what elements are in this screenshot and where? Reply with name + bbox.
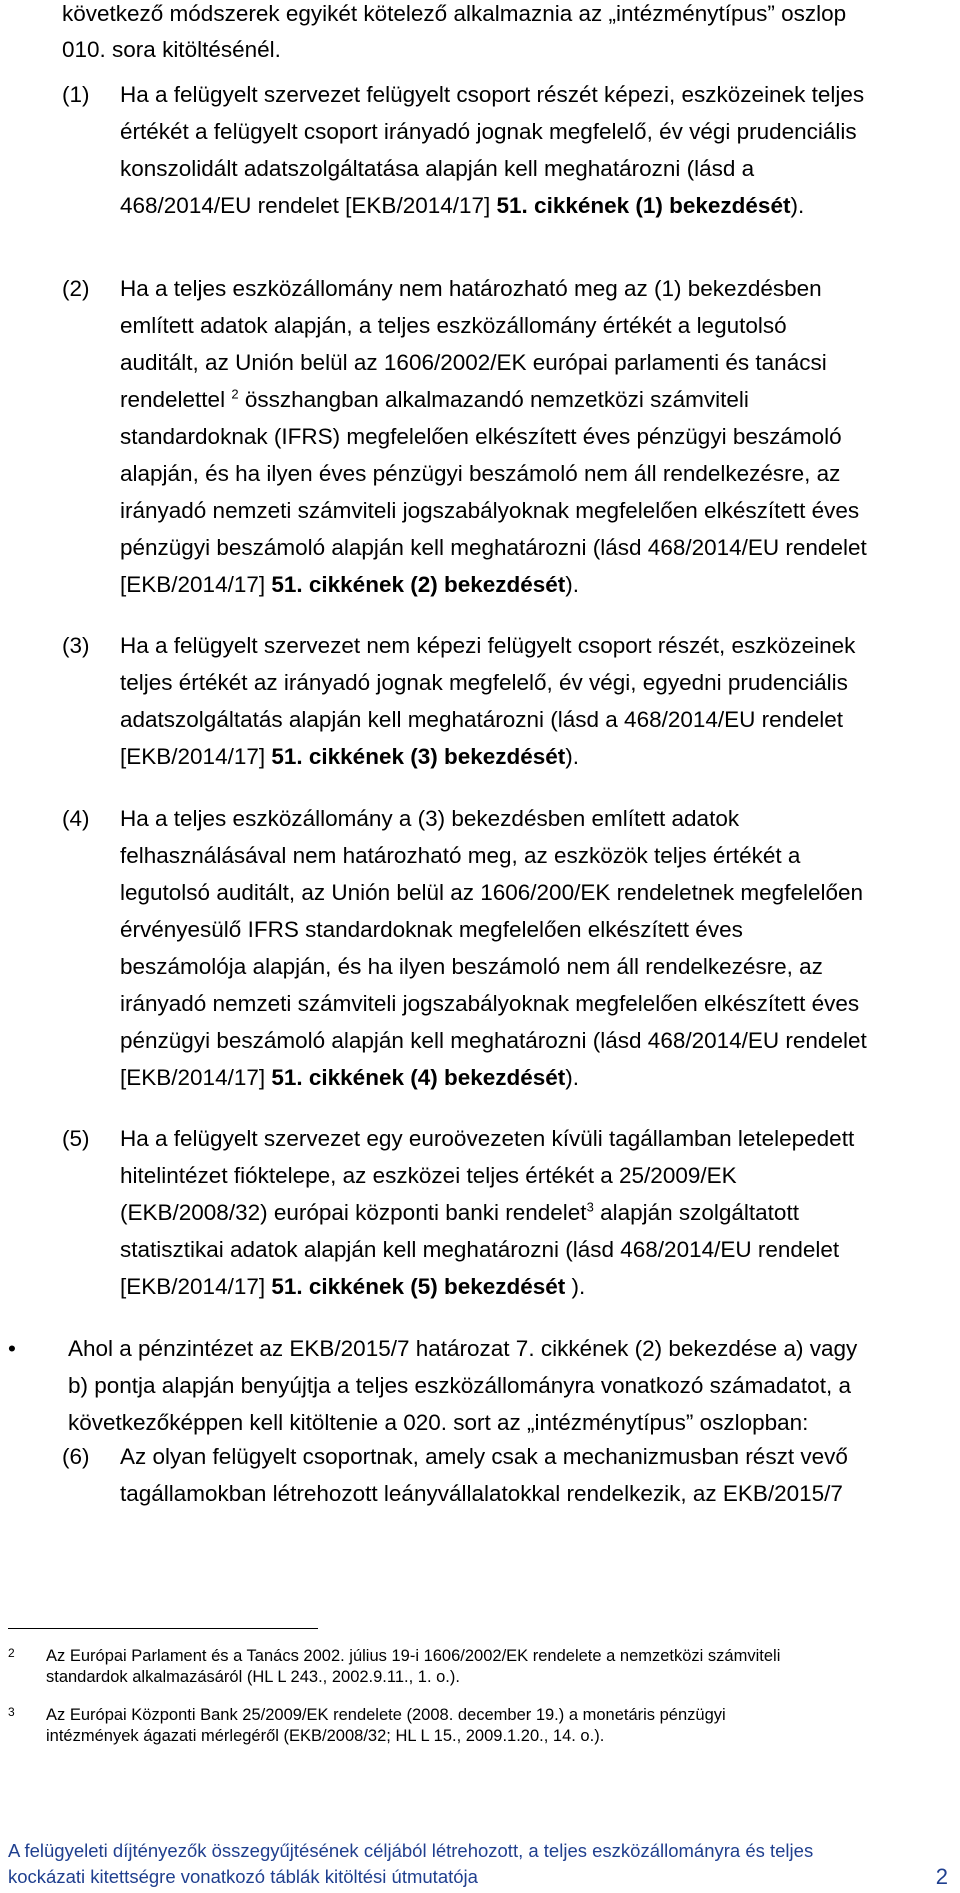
paragraph-number: (5) — [62, 1126, 90, 1151]
bullet-body — [68, 1330, 938, 1441]
page-number: 2 — [935, 1864, 948, 1889]
paragraph-line: felhasználásával nem határozható meg, az eszközök teljes értékét a — [120, 843, 801, 868]
paragraph-line: adatszolgáltatás alapján kell meghatározni (lásd a 468/2014/EU rendelet — [120, 707, 843, 732]
paragraph-line — [120, 738, 940, 775]
paragraph-body — [120, 76, 940, 224]
bullet-line: b) pontja alapján benyújtja a teljes eszközállományra vonatkozó számadatot, a — [68, 1373, 851, 1398]
paragraph-text: [EKB/2014/17] — [120, 1274, 272, 1299]
paragraph-line: beszámolója alapján, és ha ilyen beszámoló nem áll rendelkezésre, az — [120, 954, 823, 979]
paragraph-line: standardoknak (IFRS) megfelelően elkészített éves pénzügyi beszámoló — [120, 424, 842, 449]
footnote-line: intézmények ágazati mérlegéről (EKB/2008/32; HL L 15., 2009.1.20., 14. o.). — [46, 1727, 605, 1745]
footnote-line: Az Európai Központi Bank 25/2009/EK rendelete (2008. december 19.) a monetáris pénzügyi — [46, 1706, 726, 1724]
intro-line: következő módszerek egyikét kötelező alkalmaznia az „intézménytípus” oszlop — [62, 1, 847, 26]
footer-line: kockázati kitettségre vonatkozó táblák kitöltési útmutatója — [8, 1866, 478, 1887]
paragraph-line — [120, 1268, 940, 1305]
paragraph-text: (EKB/2008/32) európai központi banki rendelet — [120, 1200, 587, 1225]
paragraph-line: hitelintézet fióktelepe, az eszközei teljes értékét a 25/2009/EK — [120, 1163, 737, 1188]
paragraph-line — [120, 1194, 940, 1231]
footnote-number: 3 — [8, 1705, 15, 1719]
paragraph-line — [120, 1059, 940, 1096]
paragraph-line — [120, 187, 940, 224]
paragraph-line: érvényesülő IFRS standardoknak megfelelően elkészített éves — [120, 917, 743, 942]
paragraph-line: pénzügyi beszámoló alapján kell meghatározni (lásd 468/2014/EU rendelet — [120, 535, 867, 560]
paragraph-body — [120, 800, 940, 1096]
footer-line: A felügyeleti díjtényezők összegyűjtésének céljából létrehozott, a teljes eszközállományra és teljes — [8, 1840, 814, 1861]
paragraph-text: [EKB/2014/17] — [120, 572, 272, 597]
footnote-divider — [8, 1628, 318, 1629]
bullet-icon: • — [8, 1336, 16, 1361]
paragraph-line: pénzügyi beszámoló alapján kell meghatározni (lásd 468/2014/EU rendelet — [120, 1028, 867, 1053]
bullet-line: Ahol a pénzintézet az EKB/2015/7 határozat 7. cikkének (2) bekezdése a) vagy — [68, 1336, 858, 1361]
intro-text — [62, 0, 942, 68]
paragraph-text: 468/2014/EU rendelet [EKB/2014/17] — [120, 193, 497, 218]
paragraph-text: összhangban alkalmazandó nemzetközi számviteli — [244, 387, 749, 412]
paragraph-line — [120, 381, 940, 418]
paragraph-text: ). — [565, 1065, 580, 1090]
page-footer — [8, 1838, 948, 1890]
paragraph-number: (4) — [62, 806, 90, 831]
footnote-line: standardok alkalmazásáról (HL L 243., 2002.9.11., 1. o.). — [46, 1668, 460, 1686]
paragraph-line: legutolsó auditált, az Unión belül az 1606/200/EK rendeletnek megfelelően — [120, 880, 864, 905]
paragraph-number: (3) — [62, 633, 90, 658]
footnote-body — [46, 1646, 946, 1688]
paragraph-line: Ha a teljes eszközállomány a (3) bekezdésben említett adatok — [120, 806, 740, 831]
paragraph-text: [EKB/2014/17] — [120, 744, 272, 769]
footnote-marker[interactable]: 2 — [231, 386, 239, 402]
paragraph-text: alapján szolgáltatott — [600, 1200, 799, 1225]
paragraph-text: ). — [790, 193, 805, 218]
paragraph-line: alapján, és ha ilyen éves pénzügyi beszámoló nem áll rendelkezésre, az — [120, 461, 841, 486]
paragraph-text: ). — [565, 1274, 586, 1299]
paragraph-number: (2) — [62, 276, 90, 301]
footnote-number: 2 — [8, 1646, 15, 1660]
paragraph-line: Ha a teljes eszközállomány nem határozható meg az (1) bekezdésben — [120, 276, 822, 301]
paragraph-body — [120, 1120, 940, 1305]
paragraph-line: statisztikai adatok alapján kell meghatározni (lásd 468/2014/EU rendelet — [120, 1237, 840, 1262]
paragraph-line — [120, 566, 940, 603]
paragraph-line: Az olyan felügyelt csoportnak, amely csak a mechanizmusban részt vevő — [120, 1444, 848, 1469]
intro-line: 010. sora kitöltésénél. — [62, 37, 281, 62]
paragraph-number: (6) — [62, 1444, 90, 1469]
footnote-marker[interactable]: 3 — [586, 1199, 594, 1215]
paragraph-text: [EKB/2014/17] — [120, 1065, 272, 1090]
paragraph-line: irányadó nemzeti számviteli jogszabályoknak megfelelően elkészített éves — [120, 991, 860, 1016]
paragraph-line: értékét a felügyelt csoport irányadó jognak megfelelő, év végi prudenciális — [120, 119, 857, 144]
paragraph-text: ). — [565, 744, 580, 769]
article-reference: 51. cikkének (1) bekezdését — [496, 193, 791, 218]
paragraph-line: Ha a felügyelt szervezet nem képezi felügyelt csoport részét, eszközeinek — [120, 633, 856, 658]
paragraph-line: Ha a felügyelt szervezet egy euroövezeten kívüli tagállamban letelepedett — [120, 1126, 855, 1151]
article-reference: 51. cikkének (3) bekezdését — [271, 744, 566, 769]
paragraph-line: Ha a felügyelt szervezet felügyelt csoport részét képezi, eszközeinek teljes — [120, 82, 865, 107]
article-reference: 51. cikkének (4) bekezdését — [271, 1065, 566, 1090]
footnote-line: Az Európai Parlament és a Tanács 2002. július 19-i 1606/2002/EK rendelete a nemzetközi számviteli — [46, 1647, 781, 1665]
paragraph-text: rendelettel — [120, 387, 226, 412]
bullet-line: következőképpen kell kitöltenie a 020. sort az „intézménytípus” oszlopban: — [68, 1410, 809, 1435]
paragraph-line: konszolidált adatszolgáltatása alapján kell meghatározni (lásd a — [120, 156, 755, 181]
paragraph-line: irányadó nemzeti számviteli jogszabályoknak megfelelően elkészített éves — [120, 498, 860, 523]
paragraph-line: említett adatok alapján, a teljes eszközállomány értékét a legutolsó — [120, 313, 787, 338]
footnote-body — [46, 1705, 946, 1747]
paragraph-line: teljes értékét az irányadó jognak megfelelő, év végi, egyedni prudenciális — [120, 670, 848, 695]
article-reference: 51. cikkének (5) bekezdését — [271, 1274, 566, 1299]
paragraph-body — [120, 270, 940, 603]
paragraph-text: ). — [565, 572, 580, 597]
paragraph-body — [120, 1438, 940, 1512]
paragraph-number: (1) — [62, 82, 90, 107]
paragraph-line: auditált, az Unión belül az 1606/2002/EK európai parlamenti és tanácsi — [120, 350, 827, 375]
paragraph-body — [120, 627, 940, 775]
paragraph-line: tagállamokban létrehozott leányvállalatokkal rendelkezik, az EKB/2015/7 — [120, 1481, 843, 1506]
article-reference: 51. cikkének (2) bekezdését — [271, 572, 566, 597]
